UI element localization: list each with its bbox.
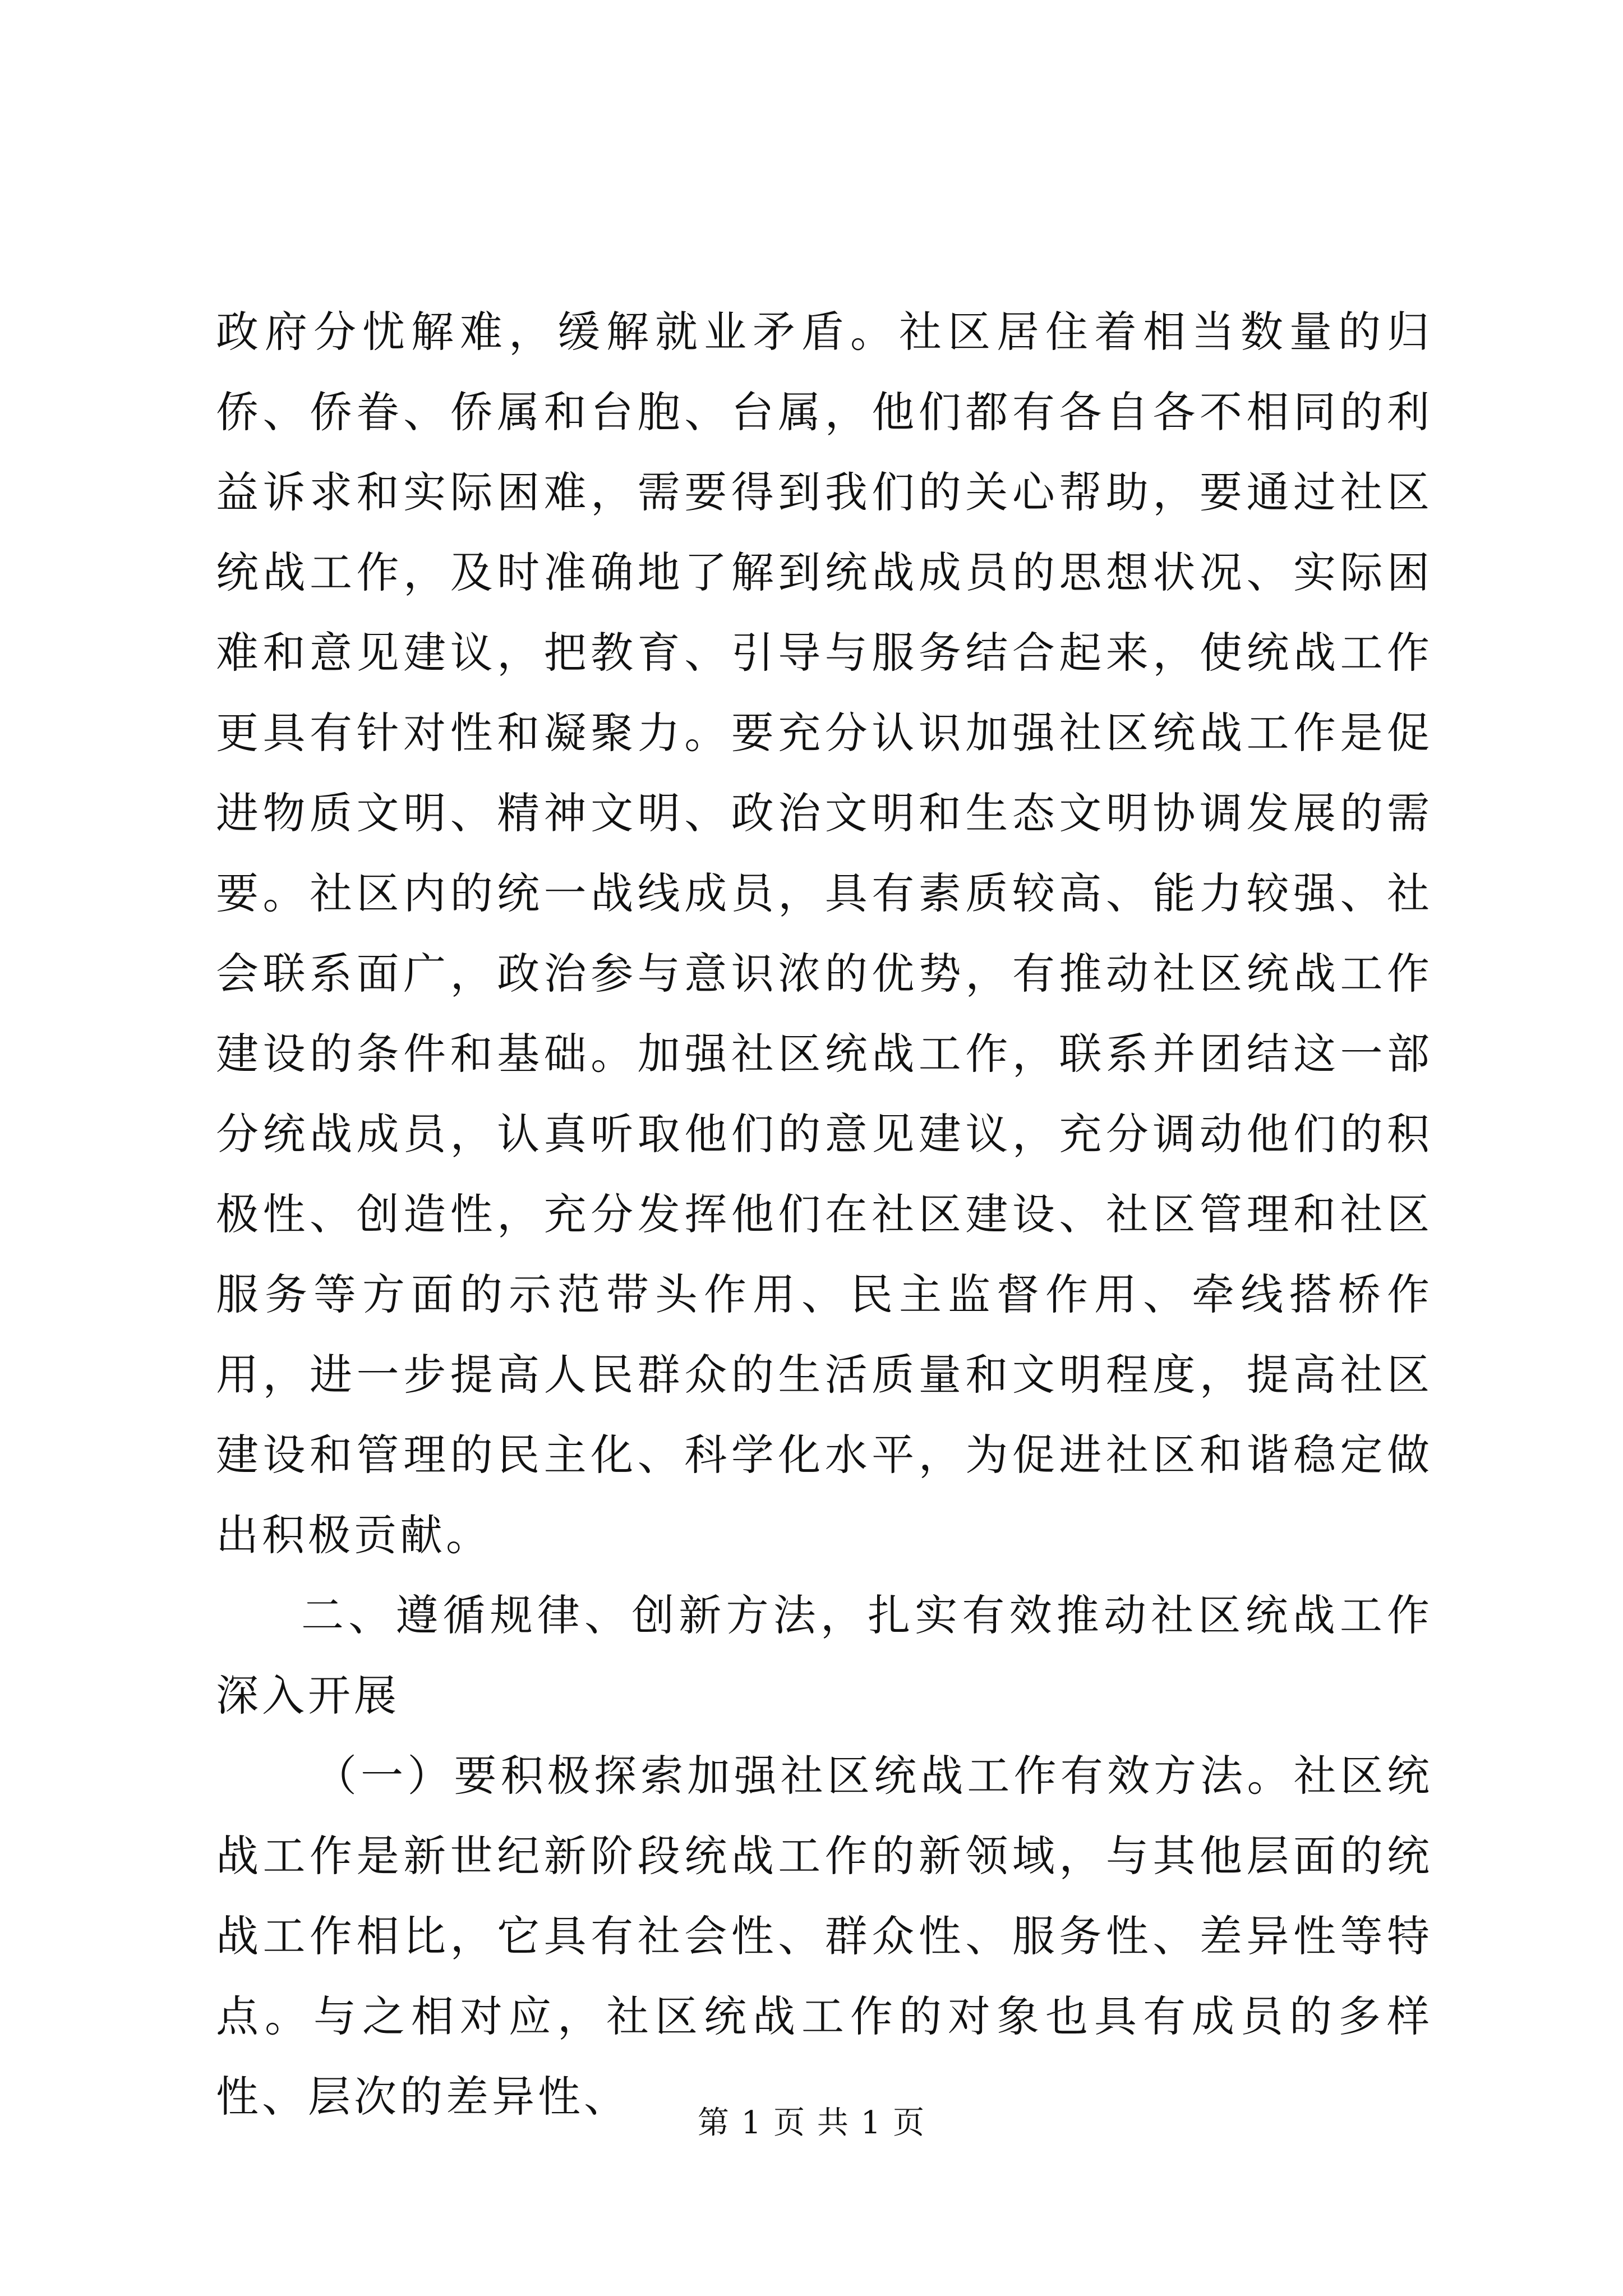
section-heading-2: 二、遵循规律、创新方法，扎实有效推动社区统战工作深入开展 — [216, 1590, 1433, 1720]
subsection-paragraph-1: （一）要积极探索加强社区统战工作有效方法。社区统战工作是新世纪新阶段统战工作的新领域，与其他层面的统战工作相比，它具有社会性、群众性、服务性、差异性等特点。与之相对应，社区统战工作的对象也具有成员的多样性、层次的差异性、 — [216, 1751, 1433, 2122]
page-footer: 第 1 页 共 1 页 — [697, 2105, 926, 2141]
paragraph-1: 政府分忧解难，缓解就业矛盾。社区居住着相当数量的归侨、侨眷、侨属和台胞、台属，他们都有各自各不相同的利益诉求和实际困难，需要得到我们的关心帮助，要通过社区统战工作，及时准确地了解到统战成员的思想状况、实际困难和意见建议，把教育、引导与服务结合起来，使统战工作更具有针对性和凝聚力。要充分认识加强社区统战工作是促进物质文明、精神文明、政治文明和生态文明协调发展的需要。社区内的统一战线成员，具有素质较高、能力较强、社会联系面广，政治参与意识浓的优势，有推动社区统战工作建设的条件和基础。加强社区统战工作，联系并团结这一部分统战成员，认真听取他们的意见建议，充分调动他们的积极性、创造性，充分发挥他们在社区建设、社区管理和社区服务等方面的示范带头作用、民主监督作用、牵线搭桥作用，进一步提高人民群众的生活质量和文明程度，提高社区建设和管理的民主化、科学化水平，为促进社区和谐稳定做出积极贡献。 — [216, 307, 1433, 1560]
document-body — [216, 292, 1433, 2137]
